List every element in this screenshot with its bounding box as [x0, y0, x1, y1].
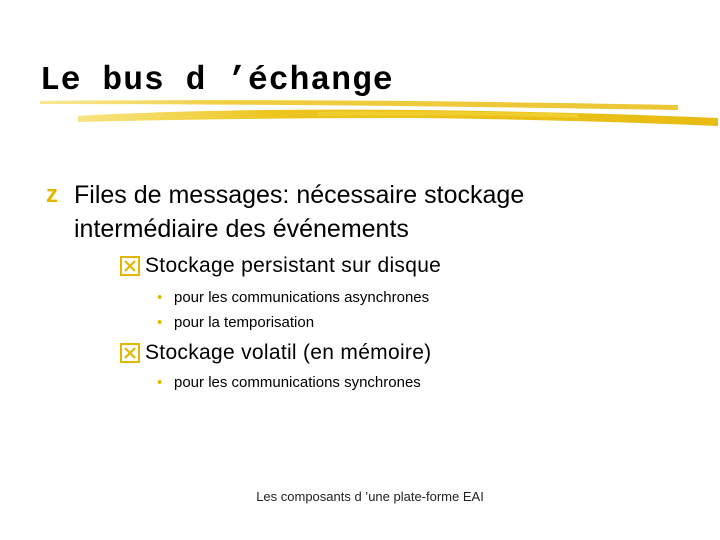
slide-title: Le bus d ’échange	[40, 62, 394, 99]
dot-bullet-icon: •	[157, 289, 163, 306]
bullet-files-de-messages	[46, 178, 646, 246]
item-text: pour la temporisation	[174, 314, 315, 331]
list-item	[157, 288, 557, 308]
z-bullet-icon: z	[46, 181, 58, 208]
dot-bullet-icon: •	[157, 374, 163, 391]
sub-bullet-text: Stockage volatil (en mémoire)	[145, 341, 432, 364]
list-item	[157, 373, 557, 393]
sub-bullet-persistant	[120, 253, 640, 279]
item-text: pour les communications synchrones	[174, 374, 421, 391]
sub-bullet-volatil	[120, 340, 640, 366]
bullet-text: Files de messages: nécessaire stockage intermédiaire des événements	[74, 181, 525, 243]
x-box-bullet-icon	[120, 343, 140, 363]
sub-bullet-text: Stockage persistant sur disque	[145, 254, 442, 277]
slide-footer: Les composants d ’une plate-forme EAI	[256, 489, 484, 504]
dot-bullet-icon: •	[157, 314, 163, 331]
list-item	[157, 313, 557, 333]
title-underline	[18, 96, 718, 132]
item-text: pour les communications asynchrones	[174, 289, 430, 306]
x-box-bullet-icon	[120, 256, 140, 276]
